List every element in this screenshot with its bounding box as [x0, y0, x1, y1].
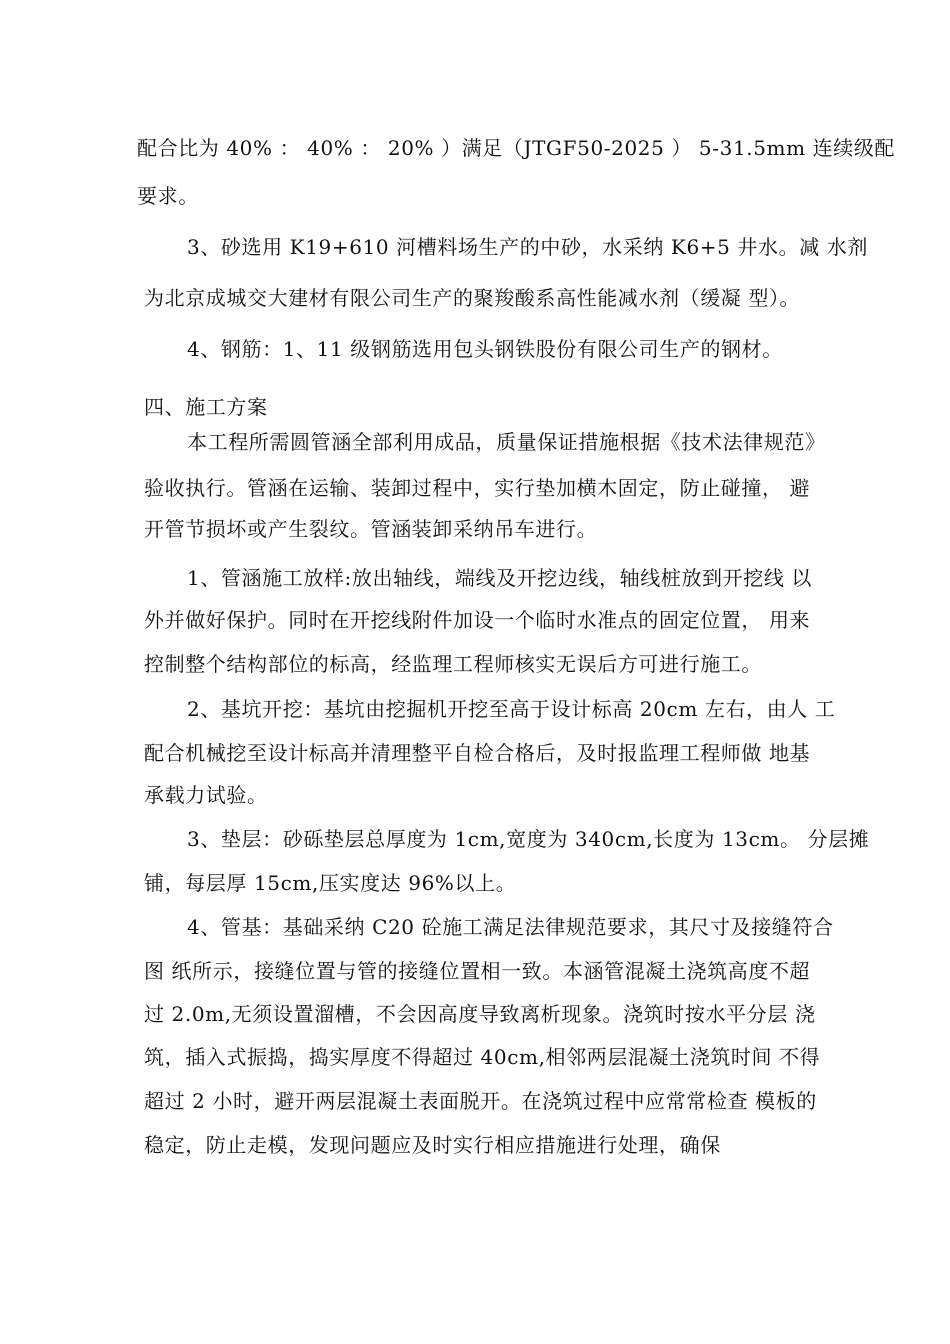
text-line: 3、垫层：砂砾垫层总厚度为 1cm,宽度为 340cm,长度为 13cm。 分层摊 — [187, 827, 870, 851]
text-line: 配合机械挖至设计标高并清理整平自检合格后，及时报监理工程师做 地基 — [144, 741, 811, 765]
text-line: 外并做好保护。同时在开挖线附件加设一个临时水准点的固定位置， 用来 — [144, 608, 811, 632]
text-line: 过 2.0m,无须设置溜槽，不会因高度导致离析现象。浇筑时按水平分层 浇 — [144, 1002, 816, 1026]
text-line: 超过 2 小时，避开两层混凝土表面脱开。在浇筑过程中应常常检查 模板的 — [144, 1089, 817, 1113]
text-line: 2、基坑开挖：基坑由挖掘机开挖至高于设计标高 20cm 左右，由人 工 — [187, 697, 836, 721]
text-line: 承载力试验。 — [144, 783, 268, 807]
text-line: 铺，每层厚 15cm,压实度达 96%以上。 — [144, 871, 517, 895]
text-line: 稳定，防止走模，发现问题应及时实行相应措施进行处理，确保 — [144, 1133, 721, 1157]
text-line: 3、砂选用 K19+610 河槽料场生产的中砂，水采纳 K6+5 井水。减 水剂 — [187, 235, 868, 259]
text-line: 筑，插入式振捣，捣实厚度不得超过 40cm,相邻两层混凝土浇筑时间 不得 — [144, 1045, 821, 1069]
text-line: 4、钢筋：1、11 级钢筋选用包头钢铁股份有限公司生产的钢材。 — [187, 337, 783, 361]
text-line: 配合比为 40% ： 40% ： 20% ）满足（JTGF50-2025 ） 5-31.5mm 连续级配 — [137, 136, 896, 160]
text-line: 4、管基：基础采纳 C20 砼施工满足法律规范要求，其尺寸及接缝符合 — [187, 915, 834, 939]
section-heading: 四、施工方案 — [144, 395, 268, 419]
text-line: 本工程所需圆管涵全部利用成品，质量保证措施根据《技术法律规范》 — [187, 430, 826, 454]
text-line: 验收执行。管涵在运输、装卸过程中，实行垫加横木固定，防止碰撞， 避 — [144, 476, 811, 500]
text-line: 开管节损坏或产生裂纹。管涵装卸采纳吊车进行。 — [144, 517, 598, 541]
text-line: 图 纸所示，接缝位置与管的接缝位置相一致。本涵管混凝土浇筑高度不超 — [144, 959, 811, 983]
text-line: 要求。 — [137, 184, 199, 208]
text-line: 控制整个结构部位的标高，经监理工程师核实无误后方可进行施工。 — [144, 652, 762, 676]
text-line: 1、管涵施工放样:放出轴线，端线及开挖边线，轴线桩放到开挖线 以 — [187, 566, 813, 590]
text-line: 为北京成城交大建材有限公司生产的聚羧酸系高性能减水剂（缓凝 型）。 — [144, 286, 801, 310]
